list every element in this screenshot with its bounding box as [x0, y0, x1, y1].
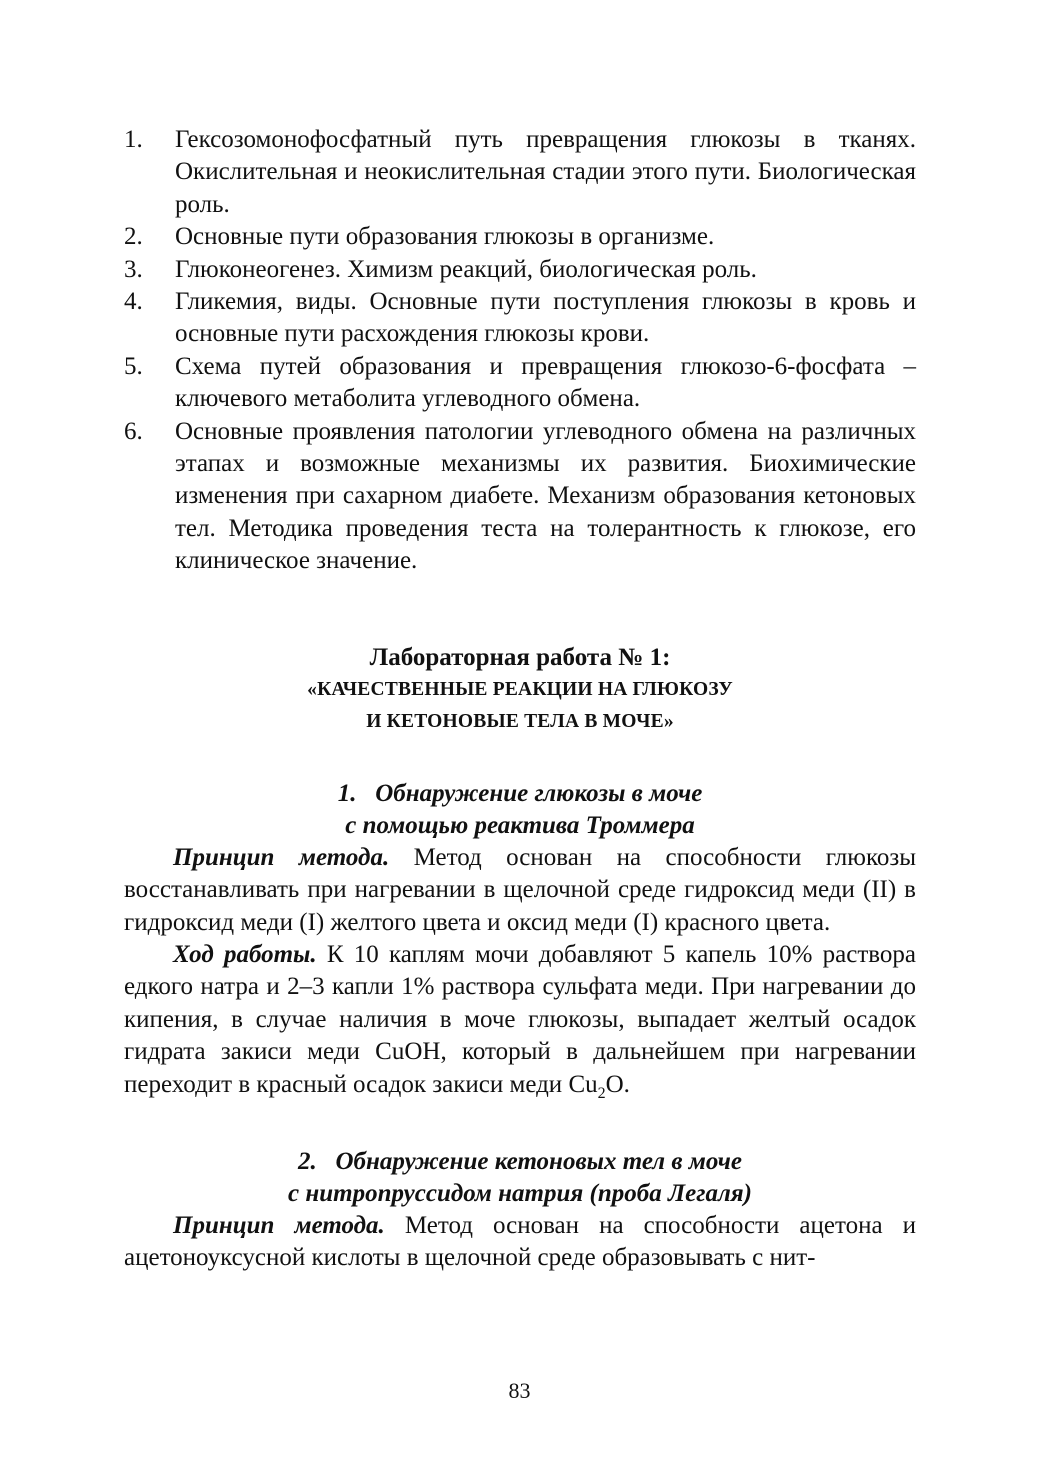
section1-heading-line2: с помощью реактива Троммера [345, 811, 695, 839]
principle-text: Метод основан на способности ацетона и ацетоноуксусной кислоты в щелочной среде образовывать с нит- [124, 1211, 916, 1272]
list-item-number: 1. [124, 126, 143, 153]
list-item-text: Гликемия, виды. Основные пути поступления глюкозы в кровь и основные пути расхождения глюкозы крови. [175, 288, 916, 348]
list-item-number: 3. [124, 255, 143, 283]
list-item-number: 4. [124, 288, 143, 316]
page-content [124, 124, 916, 1275]
list-item [124, 351, 916, 416]
list-item [124, 221, 916, 253]
section2-heading-line1: 2. Обнаружение кетоновых тел в моче [298, 1147, 742, 1175]
list-item [124, 254, 916, 286]
list-item-text: Глюконеогенез. Химизм реакций, биологическая роль. [175, 255, 757, 283]
principle-text: Метод основан на способности глюкозы восстанавливать при нагревании в щелочной среде гидроксид меди (II) в гидроксид меди (I) желтого цвета и оксид меди (I) красного цвета. [124, 843, 916, 936]
list-item-number: 6. [124, 417, 143, 445]
lab-title-line1: Лабораторная работа № 1: [369, 643, 671, 671]
lab-title [124, 641, 916, 738]
list-item [124, 124, 916, 221]
section1-principle-paragraph [124, 842, 916, 939]
principle-lead: Принцип метода. [173, 843, 390, 871]
list-item-number: 5. [124, 352, 143, 380]
list-item [124, 416, 916, 578]
lab-title-line2: «КАЧЕСТВЕННЫЕ РЕАКЦИИ НА ГЛЮКОЗУ [307, 678, 733, 700]
question-list [124, 124, 916, 578]
section2-heading-line2: с нитропруссидом натрия (проба Легаля) [288, 1179, 752, 1207]
list-item [124, 286, 916, 351]
list-item-text: Основные проявления патологии углеводного обмена на различных этапах и возможные механизмы их развития. Биохимические изменения при сахарном диабете. Механизм образования кетоновых тел. Методика проведения теста на толерантность к глюкозе, его клиническое значение. [175, 417, 916, 575]
procedure-text: К 10 каплям мочи добавляют 5 капель 10% раствора едкого натра и 2–3 капли 1% раствора сульфата меди. При нагревании до кипения, в случае наличия в моче глюкозы, выпадает желтый осадок гидрата закиси меди CuOH, который в дальнейшем при нагревании переходит в красный осадок закиси меди [124, 940, 917, 1098]
list-item-text: Гексозомонофосфатный путь превращения глюкозы в тканях. Окислительная и неокислительная стадии этого пути. Биологическая роль. [175, 126, 916, 218]
section1-heading [124, 778, 916, 842]
principle-lead: Принцип метода. [173, 1211, 385, 1239]
formula-end: O. [605, 1070, 630, 1098]
section2-principle-paragraph [124, 1210, 916, 1275]
formula-subscript: 2 [597, 1084, 606, 1102]
list-item-text: Основные пути образования глюкозы в организме. [175, 223, 715, 251]
section2-heading [124, 1146, 916, 1210]
procedure-lead: Ход работы. [173, 940, 317, 968]
list-item-text: Схема путей образования и превращения глюкозо-6-фосфата – ключевого метаболита углеводного обмена. [175, 352, 916, 413]
lab-title-line3: И КЕТОНОВЫЕ ТЕЛА В МОЧЕ» [366, 710, 674, 732]
section1-procedure-paragraph [124, 939, 916, 1110]
list-item-number: 2. [124, 223, 143, 251]
formula-base: Cu [568, 1070, 598, 1098]
page-number: 83 [508, 1378, 531, 1403]
section1-heading-line1: 1. Обнаружение глюкозы в моче [337, 779, 703, 807]
